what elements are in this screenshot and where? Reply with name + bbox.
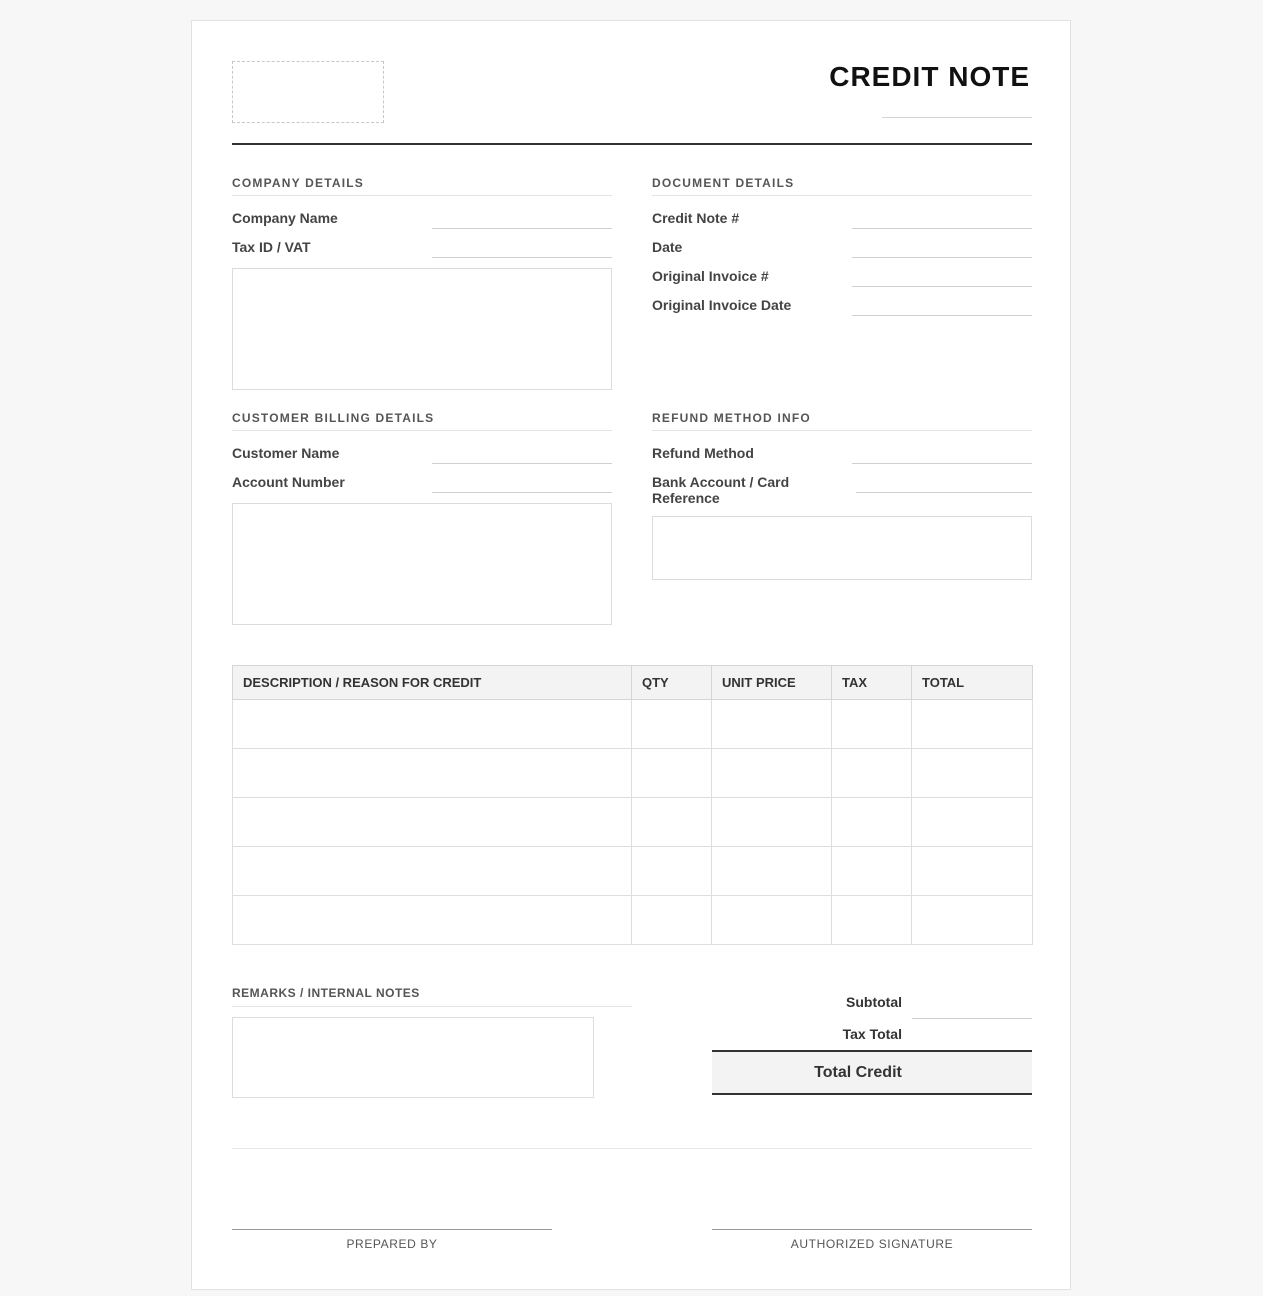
column-header-description: DESCRIPTION / REASON FOR CREDIT [233, 666, 632, 700]
prepared-by-label: PREPARED BY [346, 1237, 438, 1251]
qty-cell[interactable] [632, 700, 712, 749]
customer-billing-title: CUSTOMER BILLING DETAILS [232, 411, 612, 431]
credit-note-number-label: Credit Note # [652, 210, 740, 226]
header-divider [232, 143, 1032, 145]
total-credit-label: Total Credit [814, 1064, 902, 1081]
footer-divider [232, 1148, 1032, 1149]
refund-method-title: REFUND METHOD INFO [652, 411, 1032, 431]
tax-total-label: Tax Total [842, 1026, 902, 1042]
prepared-by-line[interactable] [232, 1229, 552, 1230]
subtotal-label: Subtotal [846, 994, 902, 1010]
company-details-title: COMPANY DETAILS [232, 176, 612, 196]
tax-id-label: Tax ID / VAT [232, 239, 311, 255]
qty-cell[interactable] [632, 896, 712, 945]
tax-cell[interactable] [832, 896, 912, 945]
table-row [233, 798, 1033, 847]
customer-name-field[interactable] [432, 463, 612, 464]
qty-cell[interactable] [632, 749, 712, 798]
description-cell[interactable] [233, 847, 632, 896]
date-field[interactable] [852, 257, 1032, 258]
table-header-row [233, 666, 1033, 700]
refund-method-label: Refund Method [652, 445, 754, 461]
total-credit-box[interactable] [712, 1050, 1032, 1095]
original-invoice-number-field[interactable] [852, 286, 1032, 287]
document-title: CREDIT NOTE [829, 61, 1030, 92]
refund-notes-textbox[interactable] [652, 516, 1032, 580]
authorized-signature-line[interactable] [712, 1229, 1032, 1230]
bank-account-label: Bank Account / Card Reference [652, 474, 790, 506]
description-cell[interactable] [233, 749, 632, 798]
column-header-tax: TAX [832, 666, 912, 700]
unit-price-cell[interactable] [712, 798, 832, 847]
authorized-signature-label: AUTHORIZED SIGNATURE [790, 1237, 954, 1251]
company-name-label: Company Name [232, 210, 338, 226]
column-header-total: TOTAL [912, 666, 1033, 700]
customer-address-textbox[interactable] [232, 503, 612, 625]
table-row [233, 749, 1033, 798]
table-row [233, 847, 1033, 896]
customer-name-label: Customer Name [232, 445, 340, 461]
logo-placeholder[interactable] [232, 61, 384, 123]
title-underline [882, 117, 1032, 118]
total-cell[interactable] [912, 700, 1033, 749]
tax-id-field[interactable] [432, 257, 612, 258]
description-cell[interactable] [233, 798, 632, 847]
remarks-textbox[interactable] [232, 1017, 594, 1098]
date-label: Date [652, 239, 683, 255]
tax-cell[interactable] [832, 749, 912, 798]
total-cell[interactable] [912, 749, 1033, 798]
refund-method-field[interactable] [852, 463, 1032, 464]
total-cell[interactable] [912, 896, 1033, 945]
qty-cell[interactable] [632, 798, 712, 847]
company-name-field[interactable] [432, 228, 612, 229]
table-row [233, 700, 1033, 749]
original-invoice-date-field[interactable] [852, 315, 1032, 316]
tax-cell[interactable] [832, 798, 912, 847]
total-cell[interactable] [912, 798, 1033, 847]
remarks-title: REMARKS / INTERNAL NOTES [232, 986, 632, 1007]
original-invoice-number-label: Original Invoice # [652, 268, 769, 284]
unit-price-cell[interactable] [712, 749, 832, 798]
bank-account-field[interactable] [856, 492, 1032, 493]
column-header-unit-price: UNIT PRICE [712, 666, 832, 700]
table-row [233, 896, 1033, 945]
tax-cell[interactable] [832, 700, 912, 749]
qty-cell[interactable] [632, 847, 712, 896]
column-header-qty: QTY [632, 666, 712, 700]
credit-note-page [191, 20, 1071, 1290]
credit-note-number-field[interactable] [852, 228, 1032, 229]
account-number-field[interactable] [432, 492, 612, 493]
description-cell[interactable] [233, 896, 632, 945]
unit-price-cell[interactable] [712, 847, 832, 896]
total-cell[interactable] [912, 847, 1033, 896]
unit-price-cell[interactable] [712, 896, 832, 945]
original-invoice-date-label: Original Invoice Date [652, 297, 792, 313]
description-cell[interactable] [233, 700, 632, 749]
tax-cell[interactable] [832, 847, 912, 896]
document-details-title: DOCUMENT DETAILS [652, 176, 1032, 196]
company-address-textbox[interactable] [232, 268, 612, 390]
credit-items-table [232, 665, 1033, 945]
unit-price-cell[interactable] [712, 700, 832, 749]
account-number-label: Account Number [232, 474, 345, 490]
subtotal-field[interactable] [912, 1018, 1032, 1019]
